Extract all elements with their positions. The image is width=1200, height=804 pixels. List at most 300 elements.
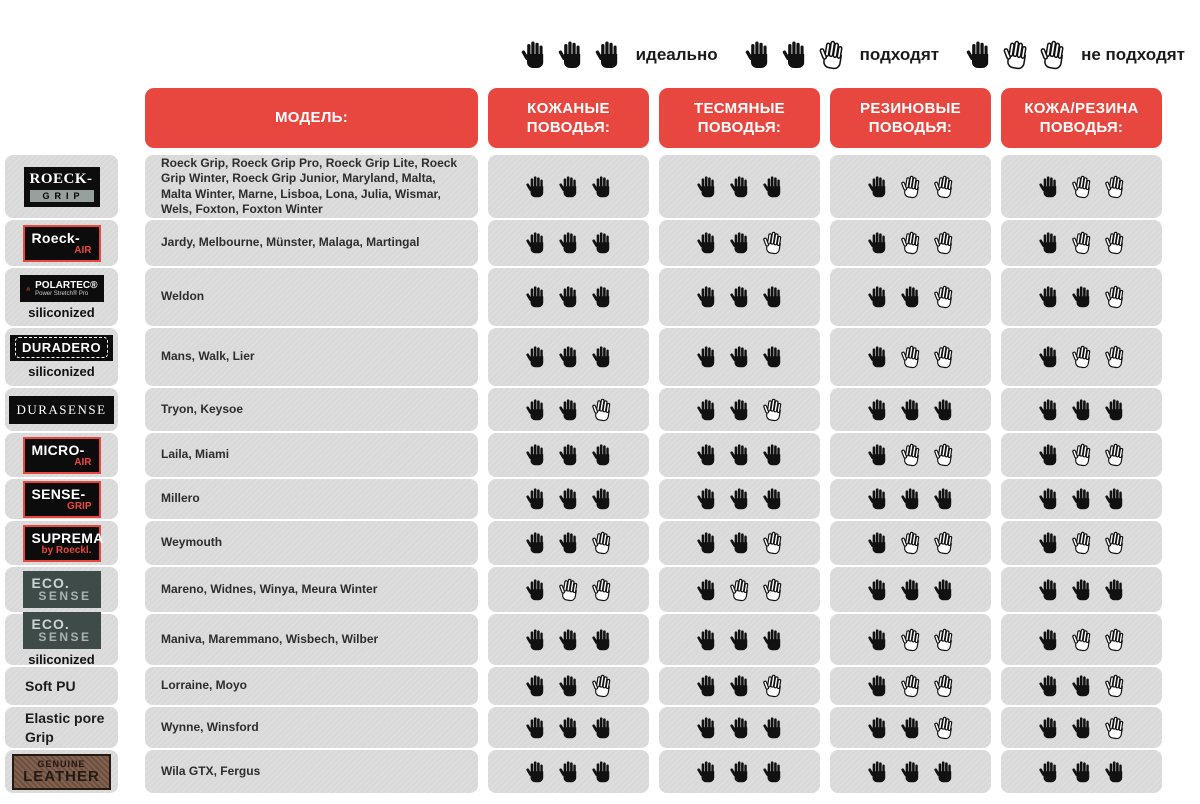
hand-outline-icon — [1102, 342, 1128, 371]
hand-outline-icon — [760, 528, 786, 557]
hand-filled-icon — [525, 673, 547, 699]
hand-filled-icon — [696, 284, 718, 310]
brand-text: ECO. — [31, 616, 70, 632]
hand-filled-icon — [525, 715, 547, 741]
hand-outline-icon — [760, 395, 786, 424]
brand-cell — [5, 521, 118, 565]
hand-outline-icon — [1102, 282, 1128, 311]
hand-filled-icon — [558, 442, 580, 468]
brand-cell — [5, 567, 118, 612]
hand-filled-icon — [729, 344, 751, 370]
brand-text: Roeck- — [31, 229, 80, 246]
hand-filled-icon — [525, 442, 547, 468]
hand-outline-icon — [898, 625, 924, 654]
hand-filled-icon — [1038, 627, 1060, 653]
rating-cell-webbing — [659, 750, 820, 793]
hand-filled-icon — [696, 442, 718, 468]
rating-cell-webbing — [659, 268, 820, 326]
hand-filled-icon — [762, 759, 784, 785]
brand-text: Power Stretch® Pro — [35, 290, 89, 297]
brand-text: AIR — [74, 244, 92, 256]
hand-filled-icon — [696, 174, 718, 200]
material-row — [5, 479, 1162, 519]
hand-outline-icon — [1069, 228, 1095, 257]
legend-label: идеально — [635, 45, 718, 64]
material-row — [5, 614, 1162, 665]
header-webbing-reins: ТЕСМЯНЫЕ ПОВОДЬЯ: — [659, 88, 820, 148]
rating-cell-rubber — [830, 155, 991, 218]
hand-filled-icon — [591, 344, 613, 370]
hand-outline-icon — [931, 282, 957, 311]
hand-filled-icon — [525, 397, 547, 423]
hand-filled-icon — [1071, 577, 1093, 603]
hand-outline-icon — [931, 440, 957, 469]
rating-cell-leather — [488, 750, 649, 793]
hand-filled-icon — [525, 577, 547, 603]
rating-cell-leather — [488, 433, 649, 477]
rating-cell-webbing — [659, 479, 820, 519]
hand-outline-icon — [556, 575, 582, 604]
hand-outline-icon — [931, 172, 957, 201]
hand-filled-icon — [729, 627, 751, 653]
brand-logo-eco-sense — [23, 612, 101, 649]
rating-cell-rubber — [830, 667, 991, 705]
brand-text: POLARTEC® — [35, 279, 98, 291]
hand-filled-icon — [1071, 284, 1093, 310]
hand-outline-icon — [898, 671, 924, 700]
rating-cell-leather — [488, 707, 649, 748]
rating-cell-leather-rubber — [1001, 667, 1162, 705]
hand-filled-icon — [729, 673, 751, 699]
hand-filled-icon — [525, 530, 547, 556]
rating-cell-leather — [488, 268, 649, 326]
rating-cell-rubber — [830, 567, 991, 612]
rating-cell-rubber — [830, 220, 991, 266]
hand-filled-icon — [594, 38, 622, 72]
hand-outline-icon — [1102, 228, 1128, 257]
rating-cell-leather — [488, 220, 649, 266]
hand-outline-icon — [589, 395, 615, 424]
rating-cell-leather — [488, 155, 649, 218]
hand-filled-icon — [762, 627, 784, 653]
hand-filled-icon — [558, 486, 580, 512]
brand-cell — [5, 388, 118, 431]
hand-filled-icon — [591, 759, 613, 785]
hand-filled-icon — [558, 627, 580, 653]
hand-outline-icon — [815, 36, 848, 74]
hand-filled-icon — [900, 486, 922, 512]
models-cell: Maniva, Maremmano, Wisbech, Wilber — [145, 614, 478, 665]
hand-outline-icon — [898, 342, 924, 371]
hand-filled-icon — [729, 530, 751, 556]
hand-filled-icon — [744, 38, 772, 72]
rating-cell-rubber — [830, 614, 991, 665]
rating-cell-webbing — [659, 220, 820, 266]
brand-cell — [5, 667, 118, 705]
hand-outline-icon — [898, 228, 924, 257]
rating-cell-webbing — [659, 707, 820, 748]
hand-filled-icon — [762, 344, 784, 370]
hand-filled-icon — [558, 715, 580, 741]
brand-cell — [5, 220, 118, 266]
hand-filled-icon — [1038, 486, 1060, 512]
hand-outline-icon — [760, 671, 786, 700]
brand-text: ECO. — [31, 575, 70, 591]
brand-logo-durasense: DURASENSE — [9, 396, 113, 424]
hand-filled-icon — [867, 715, 889, 741]
legend-hands — [744, 38, 846, 72]
hand-filled-icon — [696, 397, 718, 423]
rating-cell-leather-rubber — [1001, 328, 1162, 386]
hand-filled-icon — [1038, 673, 1060, 699]
material-label: Soft PU — [25, 677, 76, 694]
hand-outline-icon — [589, 528, 615, 557]
models-cell: Mareno, Widnes, Winya, Meura Winter — [145, 567, 478, 612]
hand-filled-icon — [867, 397, 889, 423]
hand-filled-icon — [867, 284, 889, 310]
hand-filled-icon — [867, 577, 889, 603]
rating-cell-leather — [488, 667, 649, 705]
hand-filled-icon — [867, 627, 889, 653]
models-cell: Lorraine, Moyo — [145, 667, 478, 705]
material-row — [5, 521, 1162, 565]
legend-label: не подходят — [1081, 45, 1185, 64]
rating-cell-webbing — [659, 667, 820, 705]
material-row — [5, 388, 1162, 431]
rating-cell-leather — [488, 567, 649, 612]
rating-cell-leather-rubber — [1001, 567, 1162, 612]
hand-filled-icon — [591, 486, 613, 512]
hand-filled-icon — [696, 530, 718, 556]
legend-hands — [965, 38, 1067, 72]
brand-logo-polartec — [20, 275, 104, 302]
hand-filled-icon — [591, 284, 613, 310]
brand-cell — [5, 707, 118, 748]
rating-cell-rubber — [830, 433, 991, 477]
hand-outline-icon — [931, 528, 957, 557]
hand-filled-icon — [696, 627, 718, 653]
material-row — [5, 567, 1162, 612]
hand-filled-icon — [525, 344, 547, 370]
hand-filled-icon — [1104, 397, 1126, 423]
hand-filled-icon — [729, 715, 751, 741]
hand-filled-icon — [762, 715, 784, 741]
table-header-row — [145, 88, 1162, 148]
hand-filled-icon — [762, 284, 784, 310]
hand-filled-icon — [591, 230, 613, 256]
hand-outline-icon — [931, 625, 957, 654]
hand-filled-icon — [933, 486, 955, 512]
hand-filled-icon — [1038, 344, 1060, 370]
siliconized-label: siliconized — [28, 364, 95, 379]
brand-logo-genuine-leather — [12, 754, 111, 790]
hand-filled-icon — [558, 673, 580, 699]
brand-logo-micro — [23, 437, 101, 474]
rating-cell-leather-rubber — [1001, 220, 1162, 266]
material-row — [5, 750, 1162, 793]
hand-filled-icon — [933, 577, 955, 603]
hand-filled-icon — [525, 284, 547, 310]
brand-text: by Roeckl. — [41, 544, 92, 556]
brand-logo-duradero — [10, 335, 113, 361]
hand-filled-icon — [1038, 530, 1060, 556]
hand-filled-icon — [1038, 397, 1060, 423]
hand-outline-icon — [898, 172, 924, 201]
hand-filled-icon — [558, 530, 580, 556]
hand-outline-icon — [760, 575, 786, 604]
hand-filled-icon — [591, 442, 613, 468]
hand-filled-icon — [729, 486, 751, 512]
hand-filled-icon — [1071, 673, 1093, 699]
rating-cell-rubber — [830, 521, 991, 565]
brand-logo-sense — [23, 481, 101, 518]
material-row — [5, 328, 1162, 386]
models-cell: Weldon — [145, 268, 478, 326]
rating-cell-leather-rubber — [1001, 479, 1162, 519]
hand-filled-icon — [762, 442, 784, 468]
rating-cell-rubber — [830, 750, 991, 793]
hand-filled-icon — [525, 759, 547, 785]
hand-filled-icon — [933, 397, 955, 423]
legend-hands — [520, 38, 622, 72]
header-leather-reins: КОЖАНЫЕ ПОВОДЬЯ: — [488, 88, 649, 148]
header-model: МОДЕЛЬ: — [145, 88, 478, 148]
rating-cell-leather — [488, 614, 649, 665]
rating-cell-leather-rubber — [1001, 707, 1162, 748]
brand-cell — [5, 750, 118, 793]
hand-outline-icon — [760, 228, 786, 257]
hand-outline-icon — [1069, 172, 1095, 201]
hand-filled-icon — [762, 486, 784, 512]
brand-text: DURADERO — [15, 337, 108, 358]
hand-filled-icon — [867, 230, 889, 256]
hand-outline-icon — [1037, 36, 1070, 74]
hand-filled-icon — [1071, 397, 1093, 423]
hand-outline-icon — [931, 342, 957, 371]
hand-filled-icon — [558, 284, 580, 310]
brand-text: GRIP — [30, 190, 94, 202]
hand-outline-icon — [1102, 625, 1128, 654]
models-cell: Roeck Grip, Roeck Grip Pro, Roeck Grip Lite, Roeck Grip Winter, Roeck Grip Junior, Maryland, Malta, Malta Winter, Marne, Lisboa, Lona, Julia, Wismar, Wels, Foxton, Foxton Winter — [145, 155, 478, 218]
brand-text: SENSE — [38, 589, 92, 603]
hand-outline-icon — [1069, 625, 1095, 654]
hand-filled-icon — [525, 486, 547, 512]
header-leather-rubber-reins: КОЖА/РЕЗИНА ПОВОДЬЯ: — [1001, 88, 1162, 148]
hand-filled-icon — [520, 38, 548, 72]
hand-filled-icon — [525, 174, 547, 200]
hand-filled-icon — [1104, 486, 1126, 512]
rating-cell-leather-rubber — [1001, 155, 1162, 218]
hand-filled-icon — [557, 38, 585, 72]
rating-cell-webbing — [659, 155, 820, 218]
brand-text: GRIP — [67, 500, 92, 512]
hand-filled-icon — [965, 38, 993, 72]
brand-logo-suprema — [23, 525, 104, 562]
hand-filled-icon — [558, 759, 580, 785]
models-cell: Laila, Miami — [145, 433, 478, 477]
brand-text: GENUINE — [37, 758, 86, 769]
polartec-triangle-icon — [26, 281, 31, 296]
hand-filled-icon — [696, 344, 718, 370]
brand-text: SUPREMA — [31, 529, 104, 546]
rating-cell-webbing — [659, 433, 820, 477]
hand-filled-icon — [900, 284, 922, 310]
hand-filled-icon — [1071, 759, 1093, 785]
models-cell: Jardy, Melbourne, Münster, Malaga, Martingal — [145, 220, 478, 266]
hand-outline-icon — [931, 713, 957, 742]
hand-filled-icon — [591, 627, 613, 653]
legend-item-0 — [520, 38, 718, 72]
hand-outline-icon — [1069, 342, 1095, 371]
hand-filled-icon — [558, 397, 580, 423]
hand-filled-icon — [900, 397, 922, 423]
hand-outline-icon — [1102, 713, 1128, 742]
brand-text: AIR — [74, 456, 92, 468]
hand-filled-icon — [729, 284, 751, 310]
brand-cell — [5, 155, 118, 218]
rating-cell-leather — [488, 328, 649, 386]
brand-cell — [5, 268, 118, 326]
hand-filled-icon — [729, 442, 751, 468]
rating-cell-leather-rubber — [1001, 614, 1162, 665]
hand-outline-icon — [727, 575, 753, 604]
rating-cell-webbing — [659, 328, 820, 386]
material-row — [5, 268, 1162, 326]
rating-cell-webbing — [659, 521, 820, 565]
hand-outline-icon — [1102, 671, 1128, 700]
models-cell: Tryon, Keysoe — [145, 388, 478, 431]
hand-filled-icon — [867, 673, 889, 699]
hand-outline-icon — [589, 575, 615, 604]
hand-filled-icon — [591, 715, 613, 741]
hand-outline-icon — [1102, 528, 1128, 557]
hand-filled-icon — [900, 759, 922, 785]
brand-cell — [5, 479, 118, 519]
rating-legend — [520, 30, 1185, 80]
hand-outline-icon — [1069, 528, 1095, 557]
models-cell: Millero — [145, 479, 478, 519]
hand-outline-icon — [589, 671, 615, 700]
hand-filled-icon — [696, 230, 718, 256]
rating-cell-leather-rubber — [1001, 521, 1162, 565]
hand-outline-icon — [1102, 172, 1128, 201]
hand-filled-icon — [900, 577, 922, 603]
hand-filled-icon — [729, 230, 751, 256]
hand-filled-icon — [1104, 759, 1126, 785]
rating-cell-rubber — [830, 328, 991, 386]
material-row — [5, 220, 1162, 266]
material-row — [5, 155, 1162, 218]
hand-outline-icon — [898, 528, 924, 557]
rating-cell-leather-rubber — [1001, 433, 1162, 477]
rating-cell-webbing — [659, 388, 820, 431]
models-cell: Weymouth — [145, 521, 478, 565]
comparison-table-body — [5, 155, 1162, 793]
hand-filled-icon — [696, 759, 718, 785]
hand-filled-icon — [525, 230, 547, 256]
hand-filled-icon — [696, 673, 718, 699]
hand-filled-icon — [558, 174, 580, 200]
brand-logo-roeck — [23, 225, 101, 262]
hand-filled-icon — [525, 627, 547, 653]
hand-filled-icon — [867, 759, 889, 785]
hand-filled-icon — [867, 486, 889, 512]
models-cell: Mans, Walk, Lier — [145, 328, 478, 386]
rating-cell-webbing — [659, 567, 820, 612]
hand-outline-icon — [931, 228, 957, 257]
rating-cell-leather-rubber — [1001, 750, 1162, 793]
hand-filled-icon — [729, 174, 751, 200]
material-row — [5, 707, 1162, 748]
hand-filled-icon — [933, 759, 955, 785]
brand-text: LEATHER — [23, 767, 100, 785]
hand-filled-icon — [696, 577, 718, 603]
hand-filled-icon — [1038, 230, 1060, 256]
hand-filled-icon — [729, 759, 751, 785]
brand-logo-eco-sense — [23, 571, 101, 608]
hand-filled-icon — [1038, 174, 1060, 200]
hand-filled-icon — [867, 344, 889, 370]
legend-label: подходят — [859, 45, 940, 64]
brand-cell — [5, 433, 118, 477]
models-cell: Wynne, Winsford — [145, 707, 478, 748]
hand-filled-icon — [1038, 715, 1060, 741]
rating-cell-rubber — [830, 707, 991, 748]
hand-filled-icon — [867, 530, 889, 556]
models-cell: Wila GTX, Fergus — [145, 750, 478, 793]
hand-outline-icon — [898, 440, 924, 469]
legend-item-1 — [744, 38, 939, 72]
brand-text: MICRO- — [31, 441, 85, 458]
hand-filled-icon — [729, 397, 751, 423]
brand-cell — [5, 614, 118, 665]
brand-cell — [5, 328, 118, 386]
hand-filled-icon — [1104, 577, 1126, 603]
hand-filled-icon — [900, 715, 922, 741]
header-rubber-reins: РЕЗИНОВЫЕ ПОВОДЬЯ: — [830, 88, 991, 148]
rating-cell-leather — [488, 521, 649, 565]
hand-filled-icon — [1038, 577, 1060, 603]
hand-filled-icon — [591, 174, 613, 200]
hand-filled-icon — [762, 174, 784, 200]
hand-outline-icon — [1102, 440, 1128, 469]
hand-filled-icon — [558, 344, 580, 370]
rating-cell-rubber — [830, 479, 991, 519]
hand-filled-icon — [558, 230, 580, 256]
hand-filled-icon — [696, 486, 718, 512]
hand-outline-icon — [1069, 440, 1095, 469]
hand-outline-icon — [931, 671, 957, 700]
hand-filled-icon — [867, 442, 889, 468]
material-label: Elastic pore Grip — [25, 710, 105, 745]
siliconized-label: siliconized — [28, 304, 95, 320]
hand-filled-icon — [1038, 442, 1060, 468]
hand-filled-icon — [1071, 486, 1093, 512]
hand-filled-icon — [696, 715, 718, 741]
brand-logo-roeck-grip — [24, 167, 100, 207]
legend-item-2 — [965, 38, 1185, 72]
material-row — [5, 433, 1162, 477]
rating-cell-rubber — [830, 388, 991, 431]
hand-filled-icon — [1071, 715, 1093, 741]
brand-text: SENSE — [38, 630, 92, 644]
hand-filled-icon — [867, 174, 889, 200]
material-row — [5, 667, 1162, 705]
rating-cell-leather-rubber — [1001, 268, 1162, 326]
hand-filled-icon — [781, 38, 809, 72]
rating-cell-webbing — [659, 614, 820, 665]
brand-text: ROECK- — [29, 170, 93, 187]
